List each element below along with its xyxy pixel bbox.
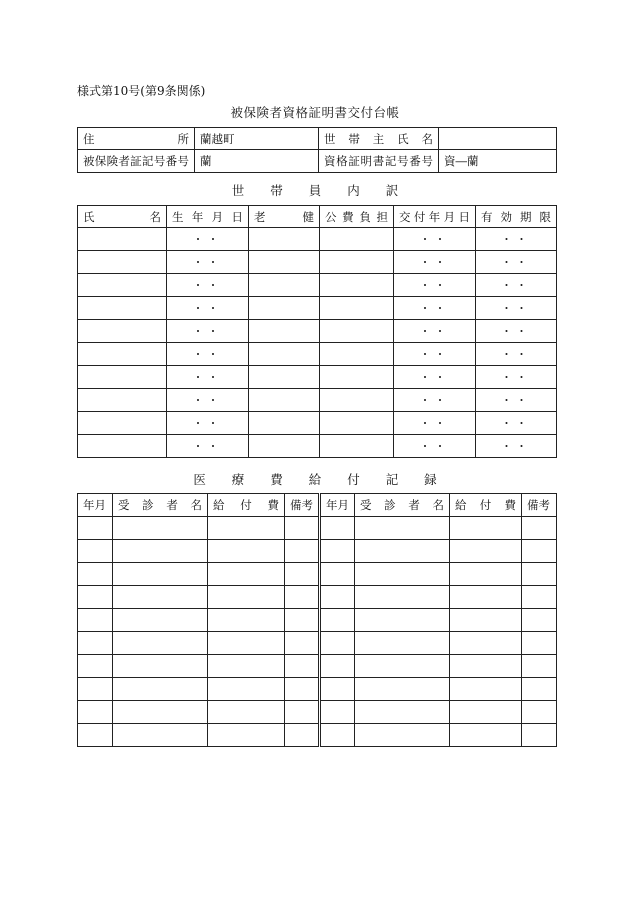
members-row: [78, 435, 557, 458]
header-remarks: 備考: [285, 494, 320, 517]
remarks-cell: [285, 701, 320, 724]
year-month-cell: [78, 540, 113, 563]
member-birthdate-cell: ・・: [167, 251, 249, 274]
insured-symbol-label: 被保険者証記号番号: [78, 150, 195, 173]
member-issue-date-cell: ・・: [394, 389, 476, 412]
patient-name-cell-2: [355, 540, 450, 563]
benefit-cell-2: [450, 609, 522, 632]
patient-name-cell: [113, 586, 208, 609]
remarks-cell: [285, 563, 320, 586]
header-elderly-health: 老健: [249, 206, 320, 228]
member-issue-date-cell: ・・: [394, 228, 476, 251]
header-patient-name-2: 受診者名: [355, 494, 450, 517]
member-public-expense-cell: [320, 297, 394, 320]
benefit-cell: [208, 586, 285, 609]
patient-name-cell: [113, 701, 208, 724]
member-public-expense-cell: [320, 435, 394, 458]
year-month-cell: [78, 563, 113, 586]
member-issue-date-cell: ・・: [394, 435, 476, 458]
medical-section-title: 医 療 費 給 付 記 録: [193, 472, 437, 487]
medical-row: [78, 540, 557, 563]
year-month-cell: [78, 678, 113, 701]
member-expiry-cell: ・・: [476, 251, 557, 274]
header-benefit-2: 給付費: [450, 494, 522, 517]
patient-name-cell-2: [355, 724, 450, 747]
benefit-cell-2: [450, 517, 522, 540]
patient-name-cell-2: [355, 632, 450, 655]
member-public-expense-cell: [320, 251, 394, 274]
year-month-cell-2: [320, 678, 355, 701]
patient-name-cell-2: [355, 586, 450, 609]
header-year-month: 年月: [78, 494, 113, 517]
header-birthdate: 生年月日: [167, 206, 249, 228]
remarks-cell: [285, 632, 320, 655]
address-label: 住所: [78, 128, 195, 150]
member-name-cell: [78, 389, 167, 412]
medical-row: [78, 678, 557, 701]
patient-name-cell: [113, 609, 208, 632]
member-public-expense-cell: [320, 274, 394, 297]
member-public-expense-cell: [320, 228, 394, 251]
benefit-cell-2: [450, 701, 522, 724]
members-header-row: [78, 206, 557, 228]
member-birthdate-cell: ・・: [167, 320, 249, 343]
remarks-cell-2: [522, 563, 557, 586]
householder-label: 世帯主氏名: [319, 128, 439, 150]
patient-name-cell: [113, 724, 208, 747]
member-name-cell: [78, 366, 167, 389]
householder-value: [439, 128, 557, 150]
member-name-cell: [78, 274, 167, 297]
medical-row: [78, 655, 557, 678]
header-year-month-2: 年月: [320, 494, 355, 517]
patient-name-cell: [113, 678, 208, 701]
benefit-cell-2: [450, 586, 522, 609]
header-benefit: 給付費: [208, 494, 285, 517]
members-row: [78, 343, 557, 366]
year-month-cell-2: [320, 586, 355, 609]
members-row: [78, 412, 557, 435]
patient-name-cell-2: [355, 701, 450, 724]
benefit-cell: [208, 655, 285, 678]
member-expiry-cell: ・・: [476, 366, 557, 389]
member-name-cell: [78, 412, 167, 435]
benefit-cell: [208, 632, 285, 655]
benefit-cell-2: [450, 655, 522, 678]
member-name-cell: [78, 320, 167, 343]
year-month-cell-2: [320, 563, 355, 586]
medical-table: [77, 493, 557, 747]
member-public-expense-cell: [320, 412, 394, 435]
medical-header-row: [78, 494, 557, 517]
year-month-cell: [78, 724, 113, 747]
header-remarks-2: 備考: [522, 494, 557, 517]
remarks-cell-2: [522, 724, 557, 747]
member-name-cell: [78, 228, 167, 251]
certificate-symbol-value: 資―蘭: [439, 150, 557, 173]
member-name-cell: [78, 435, 167, 458]
members-row: [78, 366, 557, 389]
benefit-cell-2: [450, 540, 522, 563]
header-expiry: 有効期限: [476, 206, 557, 228]
year-month-cell-2: [320, 701, 355, 724]
year-month-cell-2: [320, 655, 355, 678]
patient-name-cell-2: [355, 609, 450, 632]
member-birthdate-cell: ・・: [167, 435, 249, 458]
member-elderly-health-cell: [249, 389, 320, 412]
member-birthdate-cell: ・・: [167, 228, 249, 251]
patient-name-cell: [113, 655, 208, 678]
member-name-cell: [78, 297, 167, 320]
remarks-cell-2: [522, 540, 557, 563]
remarks-cell: [285, 678, 320, 701]
member-elderly-health-cell: [249, 320, 320, 343]
members-row: [78, 297, 557, 320]
member-expiry-cell: ・・: [476, 228, 557, 251]
medical-row: [78, 701, 557, 724]
year-month-cell-2: [320, 724, 355, 747]
member-expiry-cell: ・・: [476, 297, 557, 320]
member-elderly-health-cell: [249, 412, 320, 435]
patient-name-cell: [113, 632, 208, 655]
address-value: 蘭越町: [195, 128, 319, 150]
remarks-cell: [285, 517, 320, 540]
remarks-cell-2: [522, 517, 557, 540]
member-expiry-cell: ・・: [476, 412, 557, 435]
remarks-cell-2: [522, 678, 557, 701]
year-month-cell: [78, 655, 113, 678]
year-month-cell: [78, 701, 113, 724]
member-birthdate-cell: ・・: [167, 343, 249, 366]
members-row: [78, 251, 557, 274]
header-patient-name: 受診者名: [113, 494, 208, 517]
medical-row: [78, 632, 557, 655]
members-row: [78, 389, 557, 412]
member-issue-date-cell: ・・: [394, 343, 476, 366]
header-public-expense: 公費負担: [320, 206, 394, 228]
members-row: [78, 228, 557, 251]
remarks-cell: [285, 609, 320, 632]
year-month-cell: [78, 632, 113, 655]
benefit-cell: [208, 609, 285, 632]
remarks-cell-2: [522, 586, 557, 609]
member-expiry-cell: ・・: [476, 320, 557, 343]
year-month-cell-2: [320, 517, 355, 540]
remarks-cell: [285, 655, 320, 678]
year-month-cell: [78, 517, 113, 540]
member-issue-date-cell: ・・: [394, 251, 476, 274]
members-row: [78, 320, 557, 343]
certificate-symbol-label: 資格証明書記号番号: [319, 150, 439, 173]
members-section-title: 世 帯 員 内 訳: [231, 183, 399, 198]
medical-row: [78, 563, 557, 586]
benefit-cell-2: [450, 563, 522, 586]
benefit-cell: [208, 701, 285, 724]
member-expiry-cell: ・・: [476, 343, 557, 366]
benefit-cell: [208, 563, 285, 586]
info-table: [77, 127, 557, 173]
year-month-cell-2: [320, 632, 355, 655]
benefit-cell-2: [450, 632, 522, 655]
benefit-cell: [208, 678, 285, 701]
member-expiry-cell: ・・: [476, 274, 557, 297]
medical-row: [78, 609, 557, 632]
member-expiry-cell: ・・: [476, 389, 557, 412]
member-issue-date-cell: ・・: [394, 274, 476, 297]
member-elderly-health-cell: [249, 343, 320, 366]
member-public-expense-cell: [320, 343, 394, 366]
remarks-cell: [285, 586, 320, 609]
patient-name-cell: [113, 517, 208, 540]
patient-name-cell: [113, 563, 208, 586]
member-issue-date-cell: ・・: [394, 366, 476, 389]
member-birthdate-cell: ・・: [167, 297, 249, 320]
remarks-cell-2: [522, 655, 557, 678]
year-month-cell: [78, 586, 113, 609]
remarks-cell-2: [522, 701, 557, 724]
document-title: 被保険者資格証明書交付台帳: [230, 105, 400, 120]
remarks-cell: [285, 540, 320, 563]
patient-name-cell: [113, 540, 208, 563]
remarks-cell-2: [522, 632, 557, 655]
header-name: 氏名: [78, 206, 167, 228]
member-elderly-health-cell: [249, 297, 320, 320]
member-birthdate-cell: ・・: [167, 412, 249, 435]
member-elderly-health-cell: [249, 251, 320, 274]
member-issue-date-cell: ・・: [394, 412, 476, 435]
member-public-expense-cell: [320, 389, 394, 412]
member-public-expense-cell: [320, 366, 394, 389]
member-name-cell: [78, 343, 167, 366]
member-birthdate-cell: ・・: [167, 389, 249, 412]
benefit-cell-2: [450, 678, 522, 701]
member-elderly-health-cell: [249, 435, 320, 458]
year-month-cell: [78, 609, 113, 632]
benefit-cell: [208, 724, 285, 747]
member-elderly-health-cell: [249, 228, 320, 251]
members-table: [77, 205, 557, 458]
benefit-cell-2: [450, 724, 522, 747]
medical-row: [78, 586, 557, 609]
medical-row: [78, 724, 557, 747]
members-row: [78, 274, 557, 297]
member-elderly-health-cell: [249, 366, 320, 389]
member-issue-date-cell: ・・: [394, 320, 476, 343]
member-public-expense-cell: [320, 320, 394, 343]
benefit-cell: [208, 517, 285, 540]
header-issue-date: 交付年月日: [394, 206, 476, 228]
member-birthdate-cell: ・・: [167, 274, 249, 297]
member-birthdate-cell: ・・: [167, 366, 249, 389]
patient-name-cell-2: [355, 678, 450, 701]
remarks-cell-2: [522, 609, 557, 632]
member-issue-date-cell: ・・: [394, 297, 476, 320]
patient-name-cell-2: [355, 655, 450, 678]
form-number: 様式第10号(第9条関係): [77, 84, 206, 98]
benefit-cell: [208, 540, 285, 563]
member-name-cell: [78, 251, 167, 274]
patient-name-cell-2: [355, 563, 450, 586]
remarks-cell: [285, 724, 320, 747]
member-elderly-health-cell: [249, 274, 320, 297]
patient-name-cell-2: [355, 517, 450, 540]
year-month-cell-2: [320, 609, 355, 632]
insured-symbol-value: 蘭: [195, 150, 319, 173]
medical-row: [78, 517, 557, 540]
year-month-cell-2: [320, 540, 355, 563]
member-expiry-cell: ・・: [476, 435, 557, 458]
